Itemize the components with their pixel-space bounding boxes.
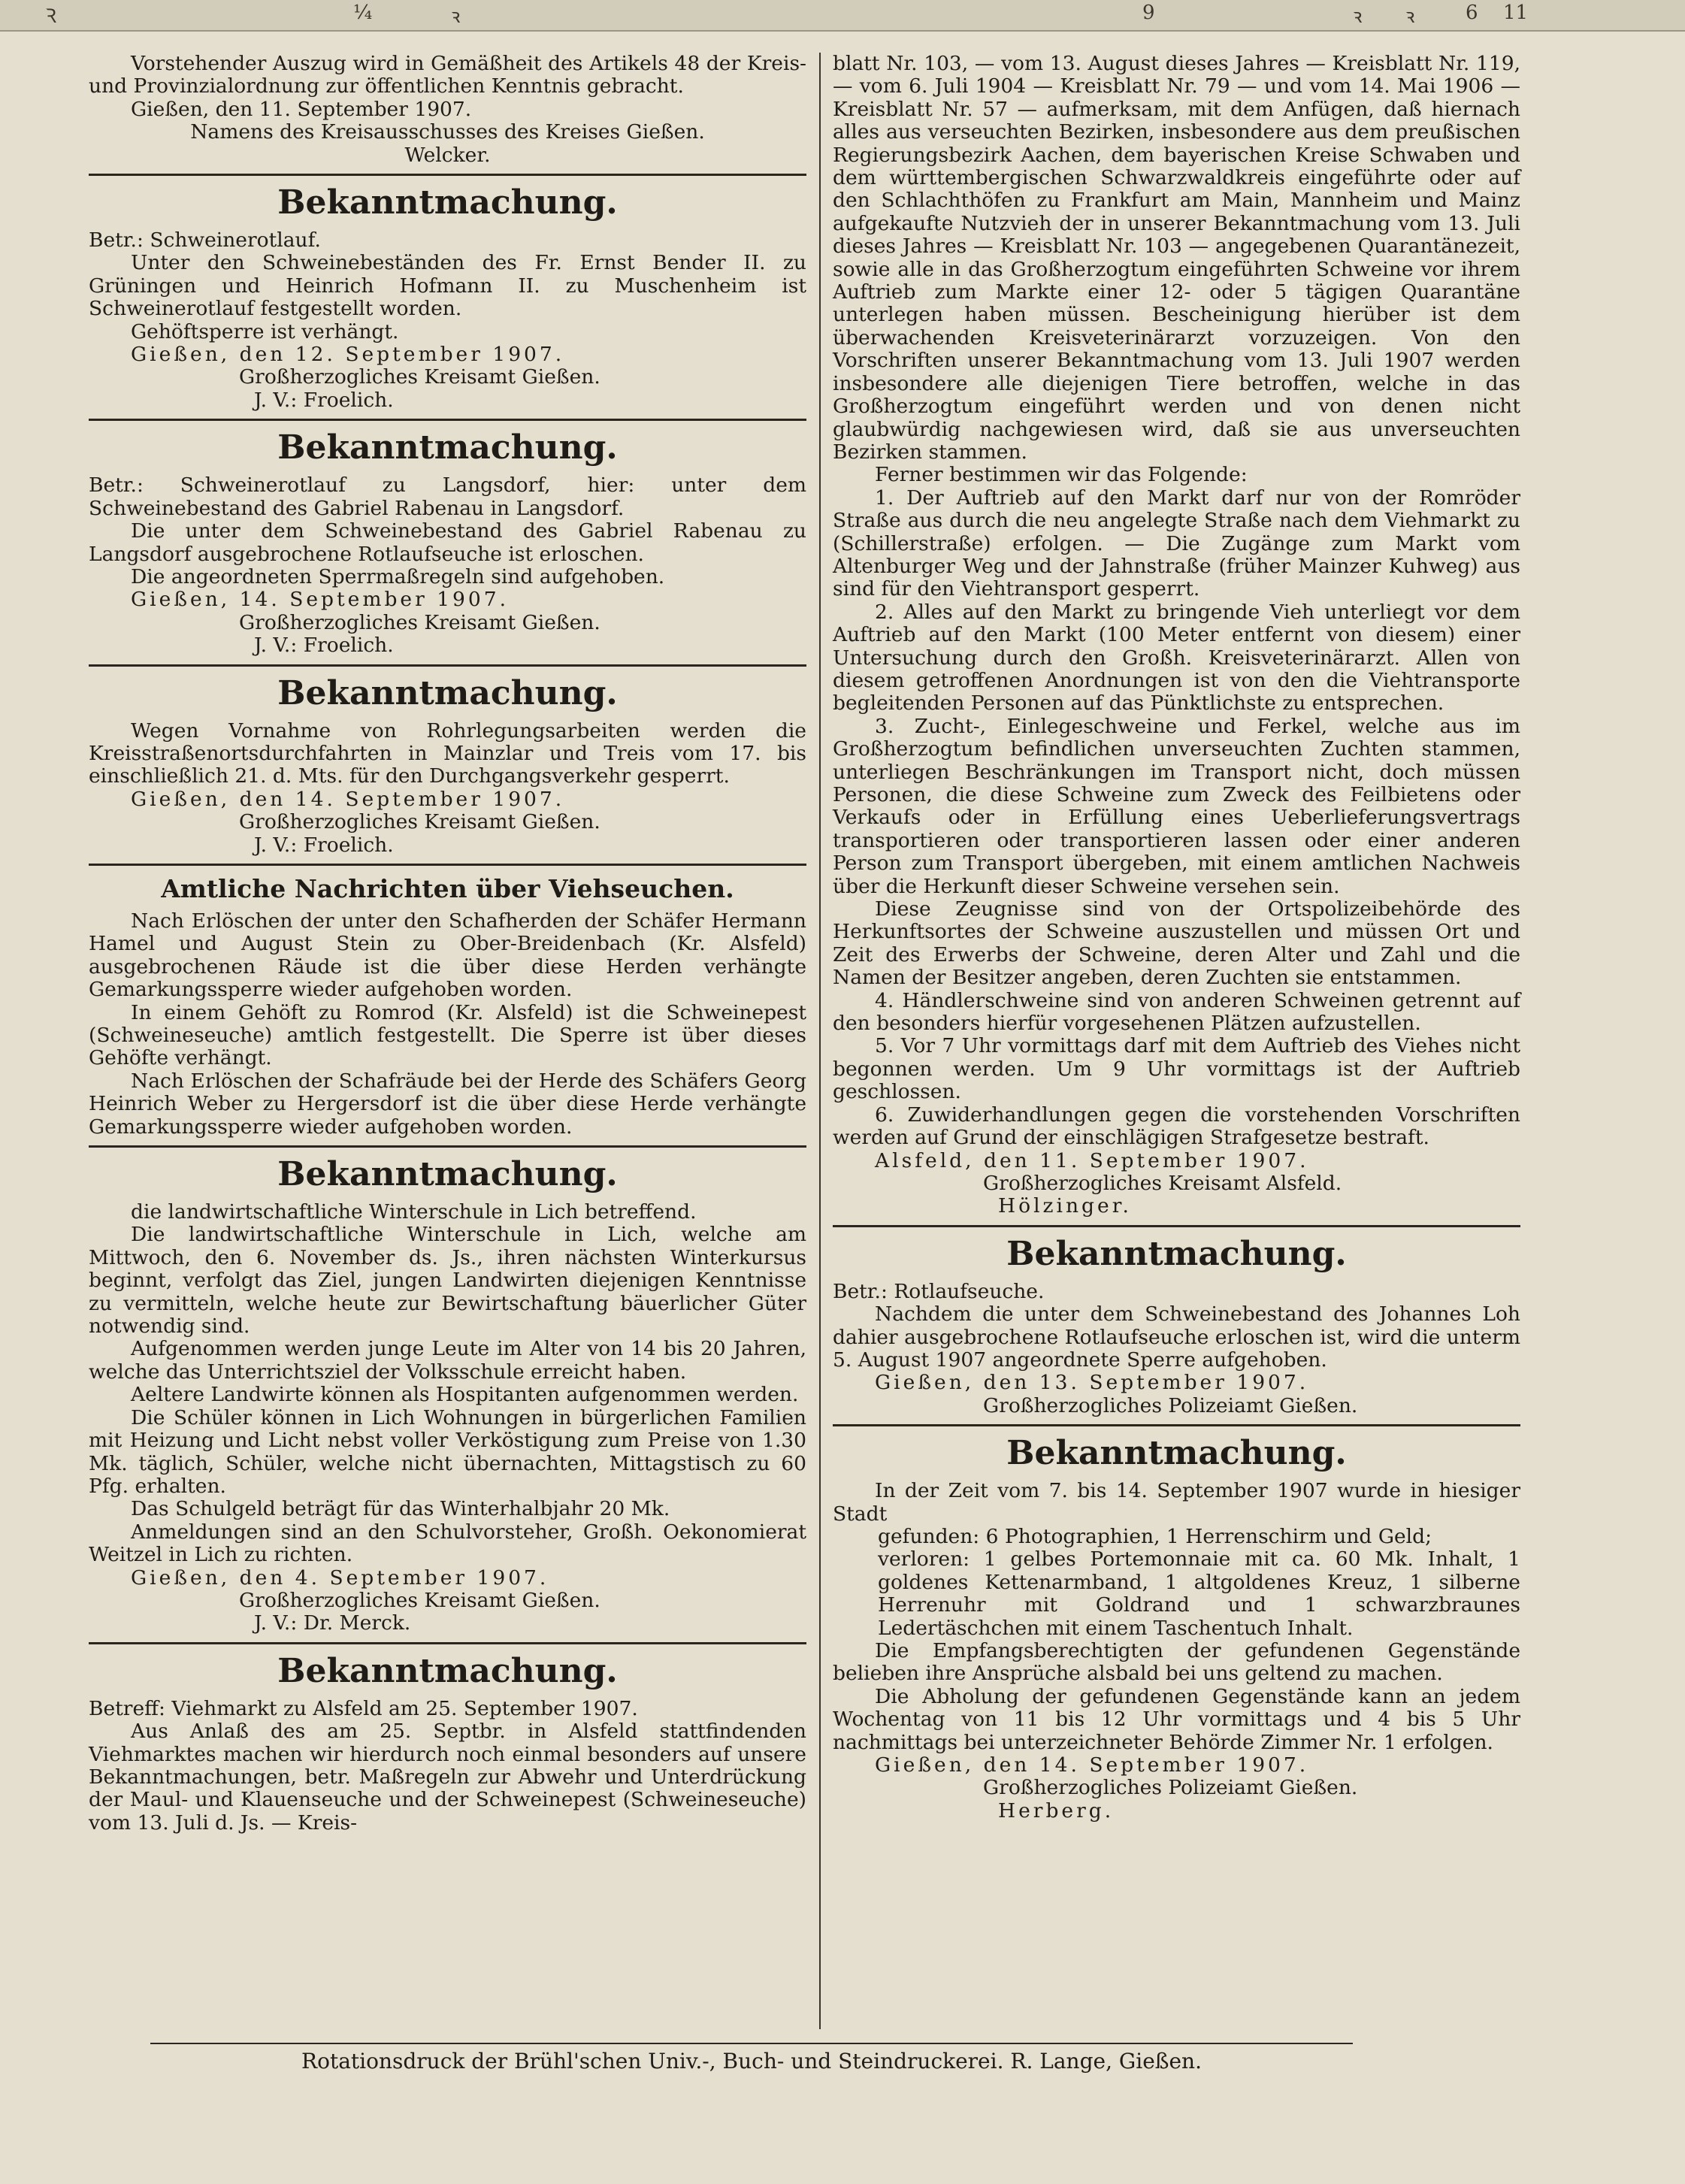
strip-fragment: ꝛ (1405, 5, 1415, 28)
notice-body: Die unter dem Schweinebestand des Gabriel Rabenau zu Langsdorf ausgebrochene Rotlaufseuche ist erloschen. (89, 519, 806, 566)
notice-title: Bekanntmachung. (277, 428, 618, 467)
notice-subject: Betreff: Viehmarkt zu Alsfeld am 25. September 1907. (89, 1696, 638, 1720)
notice-date: Gießen, 14. September 1907. (131, 588, 510, 612)
notice-paragraph: In der Zeit vom 7. bis 14. September 1907 wurde in hiesiger Stadt (833, 1479, 1520, 1526)
notice-signature: Herberg. (998, 1798, 1115, 1823)
found-items: gefunden: 6 Photographien, 1 Herrenschirm und Geld; (878, 1524, 1432, 1548)
intro-paragraph: Vorstehender Auszug wird in Gemäßheit des Artikels 48 der Kreis- und Provinzialordnung zur öffentlichen Kenntnis gebracht. (89, 52, 806, 98)
notice-3 (89, 675, 806, 857)
regulation-item-1: 1. Der Auftrieb auf den Markt darf nur von der Romröder Straße aus durch die neu angelegte Straße nach dem Viehmarkt zu (Schillerstraße) erfolgen. — Die Zugänge zum Markt vom Altenburger Weg und der Jahnstraße (früher Mainzer Kuhweg) aus sind für den Viehtransport gesperrt. (833, 486, 1520, 601)
rule (833, 1225, 1520, 1227)
notice-subject: die landwirtschaftliche Winterschule in Lich betreffend. (131, 1200, 697, 1224)
lost-items: verloren: 1 gelbes Portemonnaie mit ca. 60 Mk. Inhalt, 1 goldenes Kettenarmband, 1 altgoldenes Kreuz, 1 silberne Herrenuhr mit Goldrand und 1 schwarzbraunes Ledertäschchen mit einem Taschentuch Inhalt. (878, 1547, 1520, 1640)
left-column (89, 53, 806, 1835)
regulation-item-6: 6. Zuwiderhandlungen gegen die vorstehenden Vorschriften werden auf Grund der einschlägigen Strafgesetze bestraft. (833, 1103, 1520, 1150)
notice-paragraph: Aufgenommen werden junge Leute im Alter von 14 bis 20 Jahren, welche das Unterrichtsziel der Volksschule erreicht haben. (89, 1337, 806, 1384)
strip-fragment: ꝛ (1353, 5, 1363, 28)
regulation-item-3b: Diese Zeugnisse sind von der Ortspolizeibehörde des Herkunftsortes der Schweine auszustellen und müssen Ort und Zeit des Erwerbs der Schweine, deren Alter und Zahl und die Namen der Besitzer angeben, deren Zuchten sie entstammen. (833, 897, 1520, 990)
notice-date: Gießen, den 14. September 1907. (131, 787, 565, 811)
notice-paragraph: Die landwirtschaftliche Winterschule in Lich, welche am Mittwoch, den 6. November ds. Js., ihren nächsten Winterkursus beginnt, verfolgt das Ziel, jungen Landwirten diejenigen Kenntnisse zu vermitteln, welche heute zur Bewirtschaftung bäuerlicher Güter notwendig sind. (89, 1223, 806, 1339)
notice-paragraph: Das Schulgeld beträgt für das Winterhalbjahr 20 Mk. (131, 1497, 670, 1521)
rule (89, 864, 806, 866)
notice-title: Amtliche Nachrichten über Viehseuchen. (161, 873, 734, 903)
notice-title: Bekanntmachung. (277, 1651, 618, 1690)
notice-7-erysipelas (833, 1236, 1520, 1417)
notice-body: Unter den Schweinebeständen des Fr. Ernst Bender II. zu Grüningen und Heinrich Hofmann II. zu Muschenheim ist Schweinerotlauf festgestellt worden. (89, 251, 806, 321)
strip-fragment: 6 (1466, 2, 1478, 24)
notice-title: Bekanntmachung. (277, 1155, 618, 1194)
notice-5-winter-school (89, 1156, 806, 1635)
notice-signature: J. V.: Froelich. (254, 634, 394, 658)
rule (89, 1642, 806, 1644)
regulation-item-4: 4. Händlerschweine sind von anderen Schweinen getrennt auf den besonders hierfür vorgesehenen Plätzen aufzustellen. (833, 988, 1520, 1036)
notice-paragraph: blatt Nr. 103, — vom 13. August dieses Jahres — Kreisblatt Nr. 119, — vom 6. Juli 1904 — Kreisblatt Nr. 79 — und vom 14. Mai 1906 — Kreisblatt Nr. 57 — aufmerksam, mit dem Anfügen, daß hiernach alles aus verseuchten Bezirken, insbesondere aus dem preußischen Regierungsbezirk Aachen, dem bayerischen Kreise Schwaben und dem württembergischen Schwarzwaldkreis eingeführte oder auf den Schlachthöfen zu Frankfurt am Main, Mannheim und Mainz aufgekaufte Nutzvieh der in unserer Bekanntmachung vom 13. Juli dieses Jahres — Kreisblatt Nr. 103 — angegebenen Quarantänezeit, sowie alle in das Großherzogtum eingeführten Schweine vor ihrem Auftrieb zum Markte einer 12- oder 5 tägigen Quarantäne unterlegen haben müssen. Bescheinigung hierüber ist dem überwachenden Kreisveterinärarzt vorzuzeigen. Von den Vorschriften unserer Bekanntmachung vom 13. Juli 1907 werden insbesondere alle diejenigen Tiere betroffen, welche in das Großherzogtum eingeführt werden und von denen nicht glaubwürdig nachgewiesen wird, daß sie aus unverseuchten Bezirken stammen. (833, 52, 1520, 464)
notice-paragraph: Aeltere Landwirte können als Hospitanten aufgenommen werden. (131, 1383, 799, 1407)
notice-2 (89, 429, 806, 657)
notice-signature: J. V.: Froelich. (254, 833, 394, 857)
strip-fragment: Ꝛ (45, 5, 57, 28)
strip-fragment: ꝛ (451, 5, 461, 28)
regulation-item-5: 5. Vor 7 Uhr vormittags darf mit dem Auftrieb des Viehes nicht begonnen werden. Um 9 Uhr vormittags ist der Auftrieb geschlossen. (833, 1034, 1520, 1104)
intro-signature: Welcker. (404, 143, 491, 167)
notice-extra: Die angeordneten Sperrmaßregeln sind aufgehoben. (131, 564, 665, 588)
notice-4-livestock-epidemics (89, 874, 806, 1139)
notice-org: Großherzogliches Kreisamt Gießen. (239, 1588, 600, 1612)
notice-org: Großherzogliches Kreisamt Gießen. (239, 810, 600, 834)
rule (89, 1145, 806, 1148)
notice-date: Gießen, den 4. September 1907. (131, 1565, 549, 1590)
rule (833, 1424, 1520, 1426)
notice-subject: Betr.: Rotlaufseuche. (833, 1279, 1045, 1303)
notice-title: Bekanntmachung. (1006, 1234, 1347, 1273)
notice-signature: J. V.: Froelich. (254, 388, 394, 412)
notice-title: Bekanntmachung. (277, 183, 618, 222)
notice-extra: Gehöftsperre ist verhängt. (131, 319, 399, 343)
rule (89, 664, 806, 667)
intro-notice (89, 53, 806, 167)
notice-org: Großherzogliches Polizeiamt Gießen. (983, 1776, 1358, 1800)
notice-signature: J. V.: Dr. Merck. (254, 1611, 411, 1635)
notice-paragraph: Nach Erlöschen der unter den Schafherden der Schäfer Hermann Hamel und August Stein zu Ober-Breidenbach (Kr. Alsfeld) ausgebrochenen Räude ist die über diese Herden verhängte Gemarkungssperre wieder aufgehoben worden. (89, 909, 806, 1002)
notice-paragraph: Die Empfangsberechtigten der gefundenen Gegenstände belieben ihre Ansprüche alsbald bei uns geltend zu machen. (833, 1639, 1520, 1686)
notice-org: Großherzogliches Kreisamt Gießen. (239, 610, 600, 634)
strip-fragment: ¼ (353, 2, 373, 24)
notice-8-lost-and-found (833, 1435, 1520, 1823)
notice-1 (89, 184, 806, 412)
right-column (833, 53, 1520, 1823)
notice-date: Gießen, den 13. September 1907. (875, 1371, 1309, 1395)
strip-fragment: 11 (1503, 2, 1529, 24)
notice-org: Großherzogliches Kreisamt Alsfeld. (983, 1171, 1342, 1195)
notice-title: Bekanntmachung. (1006, 1434, 1347, 1473)
notice-paragraph: Die Schüler können in Lich Wohnungen in bürgerlichen Familien mit Heizung und Licht nebst voller Verköstigung zum Preise von 1.30 Mk. täglich, Schüler, welche nicht übernachten, Mittagstisch zu 60 Pfg. erhalten. (89, 1405, 806, 1498)
notice-date: Alsfeld, den 11. September 1907. (875, 1148, 1309, 1172)
notice-org: Großherzogliches Polizeiamt Gießen. (983, 1393, 1358, 1417)
notice-signature: Hölzinger. (998, 1194, 1132, 1218)
notice-subject: Betr.: Schweinerotlauf zu Langsdorf, hier: unter dem Schweinebestand des Gabriel Rabenau in Langsdorf. (89, 473, 806, 520)
rule (89, 419, 806, 421)
notice-body: Wegen Vornahme von Rohrlegungsarbeiten werden die Kreisstraßenortsdurchfahrten in Mainzlar und Treis vom 17. bis einschließlich 21. d. Mts. für den Durchgangsverkehr gesperrt. (89, 718, 806, 788)
regulation-item-3: 3. Zucht-, Einlegeschweine und Ferkel, welche aus im Großherzogtum befindlichen unverseuchten Zuchten stammen, unterliegen Beschränkungen im Transport nicht, doch müssen Personen, die diese Schweine zum Zweck des Feilbietens oder Verkaufs oder in Erfüllung eines Ueberlieferungsvertrags transportieren oder transportieren lassen oder einer anderen Person zum Transport übergeben, mit einem amtlichen Nachweis über die Herkunft dieser Schweine versehen sein. (833, 714, 1520, 898)
notice-paragraph: Nach Erlöschen der Schafräude bei der Herde des Schäfers Georg Heinrich Weber zu Hergersdorf ist die über diese Herde verhängte Gemarkungssperre wieder aufgehoben worden. (89, 1069, 806, 1139)
footer-rule (150, 2043, 1353, 2044)
column-divider (819, 53, 821, 2029)
notice-paragraph: Anmeldungen sind an den Schulvorsteher, Großh. Oekonomierat Weitzel in Lich zu richten. (89, 1520, 806, 1567)
intro-date: Gießen, den 11. September 1907. (131, 97, 472, 121)
notice-title: Bekanntmachung. (277, 673, 618, 712)
notice-org: Großherzogliches Kreisamt Gießen. (239, 365, 600, 389)
regulation-item-2: 2. Alles auf den Markt zu bringende Vieh unterliegt vor dem Auftrieb auf den Markt (100 Meter entfernt von diesem) einer Untersuchung durch den Großh. Kreisveterinärarzt. Allen von diesem getroffenen Anordnungen ist von den die Viehtransporte begleitenden Personen auf das Pünktlichste zu entsprechen. (833, 600, 1520, 715)
notice-paragraph: Ferner bestimmen wir das Folgende: (875, 463, 1248, 487)
notice-paragraph: In einem Gehöft zu Romrod (Kr. Alsfeld) ist die Schweinepest (Schweineseuche) amtlich festgestellt. Die Sperre ist über dieses Gehöfte verhängt. (89, 1000, 806, 1070)
notice-body: Nachdem die unter dem Schweinebestand des Johannes Loh dahier ausgebrochene Rotlaufseuche erloschen ist, wird die unterm 5. August 1907 angeordnete Sperre aufgehoben. (833, 1302, 1520, 1372)
strip-fragment: 9 (1142, 2, 1155, 24)
notice-body: Aus Anlaß des am 25. Septbr. in Alsfeld stattfindenden Viehmarktes machen wir hierdurch noch einmal besonders auf unsere Bekanntmachungen, betr. Maßregeln zur Abwehr und Unterdrückung der Maul- und Klauenseuche und der Schweinepest (Schweineseuche) vom 13. Juli d. Js. — Kreis- (89, 1720, 806, 1835)
notice-6-cattle-market (89, 1653, 806, 1835)
notice-6-continued (833, 53, 1520, 1218)
notice-date: Gießen, den 12. September 1907. (131, 343, 565, 367)
intro-org: Namens des Kreisausschusses des Kreises Gießen. (190, 120, 705, 144)
notice-paragraph: Die Abholung der gefundenen Gegenstände kann an jedem Wochentag von 11 bis 12 Uhr vormittags und 4 bis 5 Uhr nachmittags bei unterzeichneter Behörde Zimmer Nr. 1 erfolgen. (833, 1684, 1520, 1754)
printer-imprint: Rotationsdruck der Brühl'schen Univ.-, Buch- und Steindruckerei. R. Lange, Gießen. (301, 2049, 1202, 2074)
notice-date: Gießen, den 14. September 1907. (875, 1753, 1309, 1777)
top-strip-cropped-prev-page (0, 0, 1685, 32)
notice-subject: Betr.: Schweinerotlauf. (89, 228, 321, 253)
rule (89, 174, 806, 176)
